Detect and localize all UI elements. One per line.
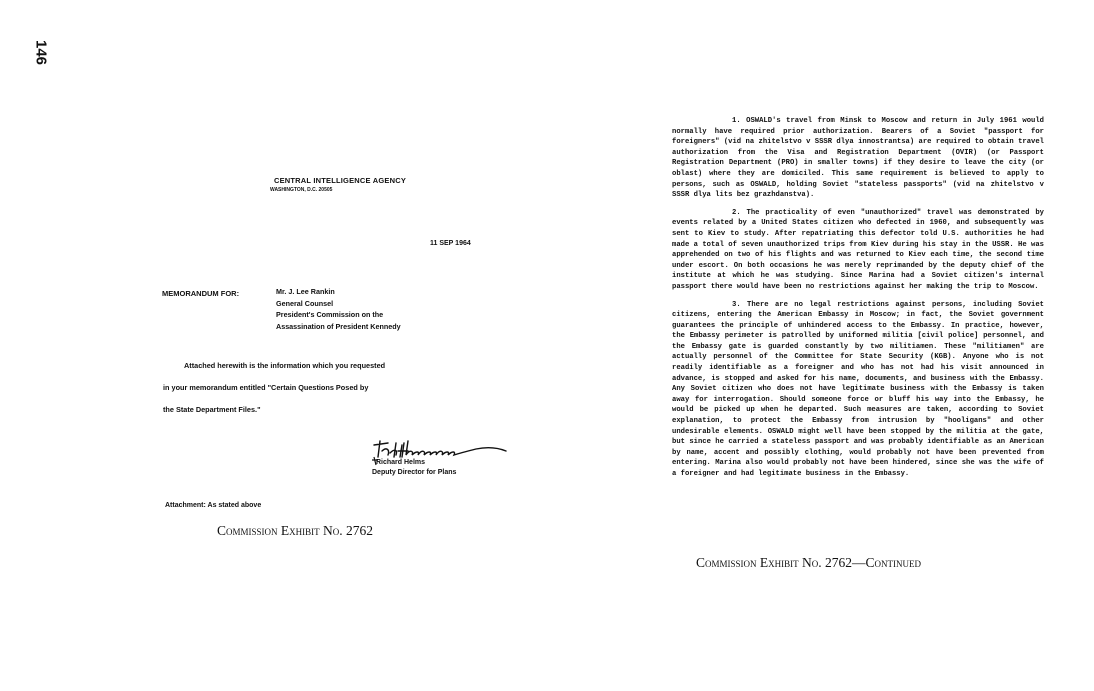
date-stamp: 11 SEP 1964 bbox=[430, 240, 471, 247]
memo-body-line: Attached herewith is the information which you requested bbox=[184, 361, 386, 370]
memo-recipient bbox=[276, 286, 401, 332]
exhibit-caption-continued: Commission Exhibit No. 2762—Continued bbox=[696, 555, 921, 570]
memo-label: MEMORANDUM FOR: bbox=[162, 289, 240, 298]
recipient-line: Assassination of President Kennedy bbox=[276, 321, 401, 331]
agency-name: CENTRAL INTELLIGENCE AGENCY bbox=[273, 176, 407, 185]
recipient-line: Mr. J. Lee Rankin bbox=[276, 287, 335, 296]
signer-name: Richard Helms bbox=[376, 459, 426, 466]
page-number: 146 bbox=[32, 39, 50, 66]
memo-continuation bbox=[672, 116, 1044, 487]
memo-body-line: the State Department Files." bbox=[163, 405, 261, 414]
signer-title: Deputy Director for Plans bbox=[372, 469, 457, 476]
letterhead bbox=[240, 176, 440, 193]
paragraph-2: 2. The practicality of even "unauthorized" travel was demonstrated by events related by a United States citizen who defected in 1960, and subsequently was sent to Kiev to study. After repatriating this defector told U.S. authorities he had made a total of seven unauthorized trips from Kiev during his stay in the USSR. He was apprehended on two of his flights and was returned to Kiev each time, the second time under escort. On both occasions he was merely reprimanded by the deputy chief of the institute at which he was studying. Since Marina had a Soviet citizen's internal passport there would have been no restrictions against her making the trip to Moscow. bbox=[672, 208, 1044, 291]
agency-address: WASHINGTON, D.C. 20505 bbox=[270, 187, 333, 193]
memo-body-line: in your memorandum entitled "Certain Questions Posed by bbox=[163, 383, 369, 392]
paragraph-1: 1. OSWALD's travel from Minsk to Moscow and return in July 1961 would normally have required prior authorization. Bearers of a Soviet "passport for foreigners" (vid na zhitelstvo v SSSR dlya innostrantsa) are required to obtain travel authorization from the Visa and Registration Department (OVIR) (or Passport Registration Department (PRO) in smaller towns) if they desire to leave the city (or oblast) where they are domiciled. This same requirement is believed to apply to persons, such as OSWALD, holding Soviet "stateless passports" (vid na zhitelstvo v SSSR dlya lits bez grazhdanstva). bbox=[672, 117, 1044, 200]
recipient-line: General Counsel bbox=[276, 298, 334, 308]
recipient-line: President's Commission on the bbox=[276, 310, 384, 319]
exhibit-caption: Commission Exhibit No. 2762 bbox=[217, 523, 374, 538]
signer-block bbox=[372, 458, 456, 478]
attachment-note: Attachment: As stated above bbox=[165, 502, 262, 509]
paragraph-3: 3. There are no legal restrictions against persons, including Soviet citizens, entering the American Embassy in Moscow; in fact, the Soviet government guarantees the principle of unhindered access to the Embassy. In practice, however, the Embassy perimeter is patrolled by uniformed militia [civil police] personnel, and the Embassy gate is guarded constantly by two militiamen. These "militiamen" are actually personnel of the Committee for State Security (KGB). Anyone who is not readily identifiable as a foreigner and who has not had his visit announced in advance, is stopped and asked for his name, documents, and business with the Embassy. Any Soviet citizen who does not have legitimate business with the Embassy is taken away for interrogation. Should someone force or bluff his way into the Embassy, he would be picked up when he departed. Such measures are taken, according to Soviet explanation, to protect the Embassy from intrusion by "hooligans" and other undesirable elements. OSWALD might well have been stopped by the militia at the gate, but since he carried a stateless passport and was probably identifiable as an American by name, accent and possibly clothing, would probably not have been prevented from entering. Marina also would probably not have been hindered, since she was the wife of a foreigner and had legitimate business in the Embassy. bbox=[672, 300, 1044, 478]
